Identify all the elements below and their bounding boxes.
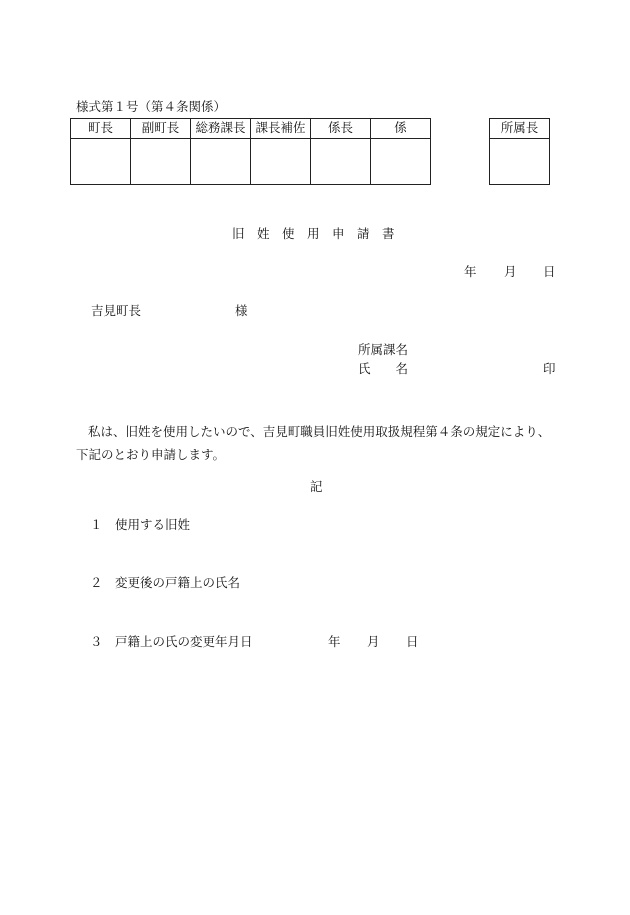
approval-col-section-chief: 係長 [311,119,371,139]
seal-label: 印 [543,361,556,376]
approval-col-general-affairs-chief: 総務課長 [191,119,251,139]
item-3-year-label: 年 [328,634,341,649]
name-label: 氏 名 [358,361,409,376]
approval-table [70,118,431,185]
title-char: 書 [382,226,395,241]
ki-heading: 記 [310,479,323,494]
item-3-label: 戸籍上の氏の変更年月日 [115,634,253,649]
application-statement: 私は、旧姓を使用したいので、吉見町職員旧姓使用取扱規程第４条の規定により、下記のとおり申請します。 [76,424,551,462]
stamp-cell[interactable] [251,139,311,185]
department-head-table [489,118,550,185]
title-char: 申 [332,226,345,241]
form-label: 様式第１号（第４条関係） [76,99,227,114]
approval-col-department-head: 所属長 [490,119,550,139]
title-char: 旧 [232,226,245,241]
document-title [232,228,407,241]
approval-col-mayor: 町長 [71,119,131,139]
addressee-honorific: 様 [235,303,248,318]
approval-col-deputy-mayor: 副町長 [131,119,191,139]
department-label: 所属課名 [358,342,409,357]
stamp-cell[interactable] [191,139,251,185]
stamp-cell[interactable] [371,139,431,185]
approval-col-staff: 係 [371,119,431,139]
item-1-number: １ [90,517,103,532]
title-char: 使 [282,226,295,241]
stamp-cell[interactable] [131,139,191,185]
item-2-number: ２ [90,575,103,590]
item-3-number: ３ [90,634,103,649]
stamp-cell[interactable] [71,139,131,185]
item-2-label: 変更後の戸籍上の氏名 [115,575,241,590]
stamp-cell[interactable] [311,139,371,185]
title-char: 請 [357,226,370,241]
date-year-label: 年 [464,264,477,279]
stamp-cell[interactable] [490,139,550,185]
date-month-label: 月 [504,264,517,279]
addressee-name: 吉見町長 [91,303,142,318]
item-3-day-label: 日 [406,634,419,649]
date-day-label: 日 [543,264,556,279]
item-3-month-label: 月 [367,634,380,649]
item-1-label: 使用する旧姓 [115,517,191,532]
title-char: 用 [307,226,320,241]
title-char: 姓 [257,226,270,241]
approval-col-assistant-chief: 課長補佐 [251,119,311,139]
